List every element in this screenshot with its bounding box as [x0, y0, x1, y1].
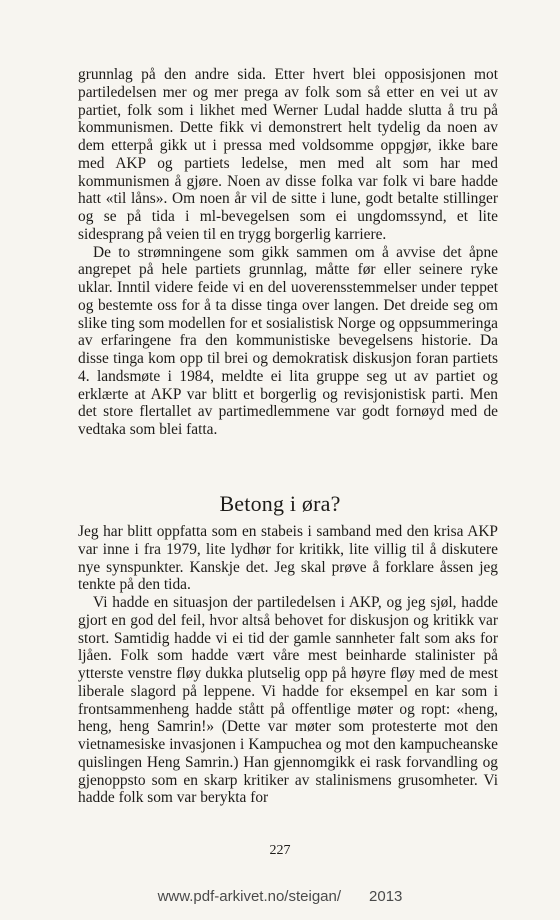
- top-text-block: [78, 66, 498, 439]
- source-url: www.pdf-arkivet.no/steigan/: [157, 888, 342, 905]
- section-heading: Betong i øra?: [219, 491, 341, 516]
- source-footer: [0, 888, 560, 906]
- footer-year: 2013: [369, 888, 403, 905]
- bottom-text-block: [78, 523, 498, 807]
- paragraph: De to strømningene som gikk sammen om å avvise det åpne angrepet på hele partiets grunnlag, måtte før eller seinere ryke uklar. Inntil videre feide vi en del uoverensstemmelser under teppet og bestemte oss for å ta disse tinga over langen. Det dreide seg om slike ting som modellen for et sosialistisk Norge og oppsummeringa av erfaringene fra den kommunistiske bevegelsens historie. Da disse tinga kom opp til brei og demokratisk diskusjon foran partiets 4. landsmøte i 1984, meldte ei lita gruppe seg ut av partiet og erklærte at AKP var blitt et borgerlig og revisjonistisk parti. Men det store flertallet av partimedlemmene var godt fornøyd med de vedtaka som blei fatta.: [78, 243, 498, 438]
- paragraph: grunnlag på den andre sida. Etter hvert blei opposisjonen mot partiledelsen mer og mer prega av folk som så etter en vei ut av partiet, folk som i likhet med Werner Ludal hadde slutta å tru på kommunismen. Dette fikk vi demonstrert helt tydelig da noen av dem etterpå gikk ut i pressa med voldsomme oppgjør, ikke bare med AKP og partiets ledelse, men med alt som har med kommunismen å gjøre. Noen av disse folka var folk vi bare hadde hatt «til låns». Om noen år vil de sitte i lune, godt betalte stillinger og se på tida i ml-bevegelsen som ei ungdomssynd, et lite sidesprang på veien til en trygg borgerlig karriere.: [78, 66, 498, 243]
- paragraph: Vi hadde en situasjon der partiledelsen i AKP, og jeg sjøl, hadde gjort en god del feil, hvor altså behovet for diskusjon og kritikk var stort. Samtidig hadde vi ei tid der gamle sannheter falt som aks for ljåen. Folk som hadde vært våre mest beinharde stalinister på ytterste venstre fløy dukka plutselig opp på høyre fløy med de mest liberale slagord på leppene. Vi hadde for eksempel en kar som i frontsammenheng hadde stått på offentlige møter og ropt: «heng, heng, heng Samrin!» (Dette var møter som protesterte mot den vietnamesiske invasjonen i Kampuchea og mot den kampucheanske quislingen Heng Samrin.) Han gjennomgikk ei rask forvandling og gjenoppsto som en skarp kritiker av stalinismens grusomheter. Vi hadde folk som var berykta for: [78, 594, 498, 807]
- paragraph: Jeg har blitt oppfatta som en stabeis i samband med den krisa AKP var inne i fra 1979, lite lydhør for kritikk, lite villig til å diskutere nye synspunkter. Kanskje det. Jeg skal prøve å forklare åssen jeg tenkte på den tida.: [78, 523, 498, 594]
- page-number: 227: [269, 843, 291, 858]
